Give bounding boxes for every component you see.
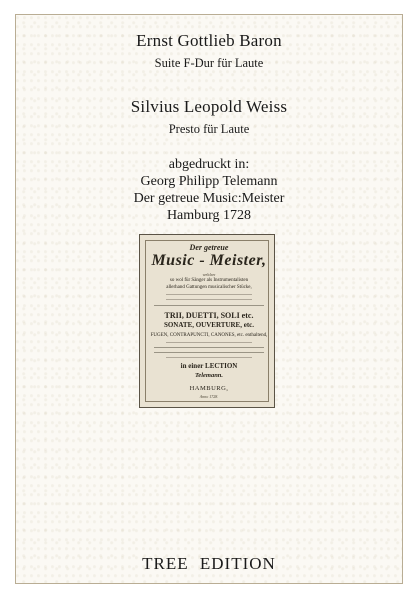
facsimile-rule xyxy=(154,352,264,353)
facsimile-line-4: so wol für Sänger als Instrumentalisten xyxy=(169,278,249,283)
composer-weiss: Silvius Leopold Weiss xyxy=(130,97,288,116)
facsimile-inner-border xyxy=(145,240,269,402)
composer-baron: Ernst Gottlieb Baron xyxy=(136,31,282,50)
publisher-name: TREE EDITION xyxy=(142,554,276,573)
facsimile-line-6: TRII, DUETTI, SOLI etc. xyxy=(164,311,254,320)
facsimile-line-8: FUGEN, CONTRAPUNCTI, CANONES, etc. enthaltend, xyxy=(150,333,268,338)
source-author: Georg Philipp Telemann xyxy=(140,174,278,189)
facsimile-line-9: in einer LECTION xyxy=(180,362,238,370)
facsimile-line-11: HAMBURG, xyxy=(189,385,229,392)
facsimile-line-3: welcher xyxy=(202,272,216,277)
facsimile-line-7: SONATE, OUVERTURE, etc. xyxy=(163,321,255,329)
facsimile-rule xyxy=(166,342,252,343)
work-baron: Suite F-Dur für Laute xyxy=(154,56,264,70)
facsimile-line-1: Der getreue xyxy=(189,243,229,252)
work-weiss: Presto für Laute xyxy=(168,122,250,136)
facsimile-title-page xyxy=(139,234,275,408)
facsimile-rule xyxy=(166,299,252,300)
facsimile-line-10: Telemann. xyxy=(194,372,224,379)
facsimile-line-12: Anno 1728. xyxy=(199,394,219,399)
source-place-year: Hamburg 1728 xyxy=(166,208,252,223)
facsimile-rule xyxy=(166,357,252,358)
facsimile-rule xyxy=(154,305,264,306)
source-title: Der getreue Music:Meister xyxy=(133,191,285,206)
facsimile-line-5: allerhand Gattungen musicalischer Stücke, xyxy=(166,285,252,290)
facsimile-rule xyxy=(166,294,252,295)
facsimile-line-2: Music - Meister, xyxy=(151,252,267,269)
facsimile-rule xyxy=(154,347,264,348)
source-intro: abgedruckt in: xyxy=(168,157,250,172)
